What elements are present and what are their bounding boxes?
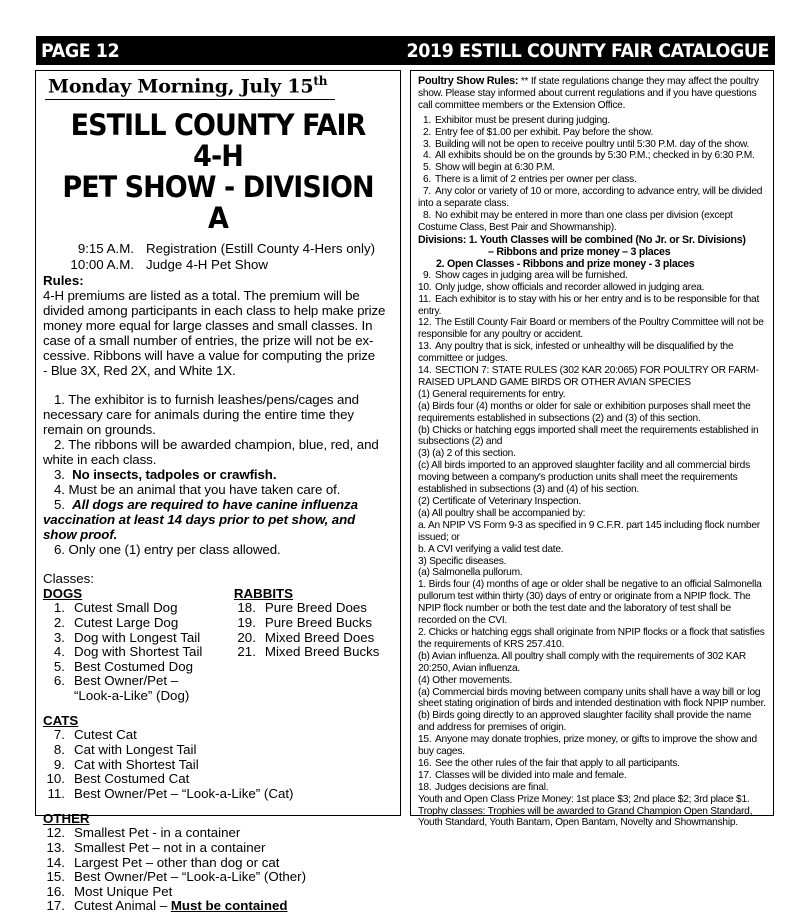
poultry-rule: 13. Any poultry that is sick, infested or unhealthy will be disqualified by the committee or judges. — [418, 341, 734, 365]
poultry-rule: 4. All exhibits should be on the grounds by 5:30 P.M.; checked in by 6:30 P.M. — [423, 150, 755, 162]
poultry-rule: 16. See the other rules of the fair that apply to all participants. — [418, 757, 680, 769]
page-header-bar — [36, 36, 775, 65]
class-item: 19. Pure Breed Bucks — [237, 614, 373, 630]
rabbits-list — [234, 586, 393, 703]
class-item: 6. Best Owner/Pet – — [53, 673, 179, 689]
poultry-rule: 14. SECTION 7: STATE RULES (302 KAR 20:065) FOR POULTRY OR FARM-RAISED UPLAND GAME BIRDS OR OTHER AVIAN SPECIES — [418, 365, 759, 388]
class-item: 16. Most Unique Pet — [46, 883, 173, 899]
class-item: 11. Best Owner/Pet – “Look-a-Like” (Cat) — [47, 785, 294, 801]
rule-2: 2. The ribbons will be awarded champion, blue, red, and white in each class. — [43, 437, 379, 468]
poultry-rule: 2. Entry fee of $1.00 per exhibit. Pay before the show. — [423, 126, 654, 138]
classes-top — [43, 586, 393, 703]
rule-5: 5. All dogs are required to have canine influenza vaccination at least 14 days prior to pet show, and show proof. — [43, 497, 358, 543]
page-number: PAGE 12 — [41, 39, 120, 62]
poultry-rule: 1. Exhibitor must be present during judging. — [423, 114, 610, 126]
rule-4: 4. Must be an animal that you have taken care of. — [54, 482, 341, 498]
class-item: 12. Smallest Pet - in a container — [46, 825, 241, 841]
poultry-rules-column — [410, 70, 774, 829]
class-item: 5. Best Costumed Dog — [53, 658, 193, 674]
class-item: 4. Dog with Shortest Tail — [53, 644, 203, 660]
dogs-heading: DOGS — [43, 586, 83, 602]
class-item: 20. Mixed Breed Does — [237, 629, 375, 645]
rule-6: 6. Only one (1) entry per class allowed. — [54, 542, 281, 558]
poultry-rule: 12. The Estill County Fair Board or members of the Poultry Committee will not be responsible for any poultry or accident. — [418, 317, 764, 341]
state-rules-section: (1) General requirements for entry. (a) Birds four (4) months or older for sale or exhibition purposes shall meet the requirements established in subsections (2) and (3) of this section. (b) Chicks or hatching eggs imported shall meet the requirements established in subsections (2) and (3) (a) 2 of this section. (c) All birds imported to an approved slaughter facility and all commercial birds moving between a company's production units shall meet the requirements established in subsections (3) and (4) of his section. (2) Certificate of Veterinary Inspection. (a) All poultry shall be accompanied by: a. An NPIP VS Form 9-3 as specified in 9 C.F.R. part 145 including flock number issued; or b. A CVI verifying a valid test date. 3) Specific diseases. (a) Salmonella pullorum. 1. Birds four (4) months of age or older shall be negative to an official Salmonella pullorum test within thirty (30) days of entry or originate from a NPIP flock. The NPIP flock number or both the test date and the laboratory of test shall be recorded on the CVI. 2. Chicks or hatching eggs shall originate from NPIP flocks or a flock that satisfies the requirements of KRS 257.410. (b) Avian influenza. All poultry shall comply with the requirements of 302 KAR 20:250, Avian influenza. (4) Other movements. (a) Commercial birds moving between company units shall have a way bill or log sheet stating origination of birds and intended destination with flock NPIP number. (b) Birds going directly to an approved slaughter facility shall provide the name and address for premises of origin. — [418, 388, 766, 734]
class-item: 8. Cat with Longest Tail — [53, 742, 197, 758]
cats-list — [43, 713, 393, 801]
catalogue-title: 2019 ESTILL COUNTY FAIR CATALOGUE — [406, 39, 769, 62]
pet-show-title: ESTILL COUNTY FAIR 4-H PET SHOW - DIVISION A — [62, 108, 374, 236]
poultry-rule: 11. Each exhibitor is to stay with his or her entry and is to be responsible for that entry. — [418, 293, 760, 317]
class-item: 3. Dog with Longest Tail — [53, 629, 201, 645]
rules-intro: 4-H premiums are listed as a total. The premium will be divided among participants in each class to help make prize money more equal for large classes and small classes. In case of a small number of entries, the prize will not be ex- cessive. Ribbons will have a value for computing the prize - Blue 3X, Red 2X, and White 1X. — [43, 288, 386, 379]
class-item: 9. Cat with Shortest Tail — [53, 756, 199, 772]
cats-heading: CATS — [43, 713, 79, 729]
prize-money: Youth and Open Class Prize Money: 1st place $3; 2nd place $2; 3rd place $1. — [418, 793, 750, 805]
class-item: 1. Cutest Small Dog — [53, 600, 178, 616]
class-item: 13. Smallest Pet – not in a container — [46, 840, 266, 856]
class-item: 17. Cutest Animal – Must be contained — [46, 898, 288, 914]
classes-heading: Classes: — [43, 571, 94, 587]
poultry-rule: 17. Classes will be divided into male and female. — [418, 769, 627, 781]
poultry-rule: 5. Show will begin at 6:30 P.M. — [423, 162, 555, 174]
date-heading: Monday Morning, July 15th — [45, 74, 335, 100]
poultry-intro: Poultry Show Rules: ** If state regulations change they may affect the poultry show. Please stay informed about current regulations and if you have questions call committee members or the Extension Office. — [418, 75, 759, 111]
schedule-row: 9:15 A.M. Registration (Estill County 4-Hers only) — [77, 241, 376, 257]
class-item: 2. Cutest Large Dog — [53, 614, 179, 630]
class-item: 21. Mixed Breed Bucks — [237, 644, 380, 660]
poultry-rule: 6. There is a limit of 2 entries per owner per class. — [423, 174, 637, 186]
rules-heading: Rules: — [43, 273, 84, 289]
poultry-rule: 8. No exhibit may be entered in more than one class per division (except Costume Class, Best Pair and Showmanship). — [418, 209, 733, 233]
dogs-list — [43, 586, 234, 703]
poultry-rule: 3. Building will not be open to receive poultry until 5:30 P.M. day of the show. — [423, 138, 750, 150]
divisions: Divisions: 1. Youth Classes will be combined (No Jr. or Sr. Divisions) – Ribbons and prize money – 3 places 2. Open Classes - Ribbons and prize money - 3 places — [418, 233, 746, 270]
poultry-rule: 10. Only judge, show officials and recorder allowed in judging area. — [418, 281, 705, 293]
other-heading: OTHER — [43, 811, 90, 827]
class-item: 7. Cutest Cat — [53, 727, 137, 743]
trophy-classes: Trophy classes: Trophies will be awarded to Grand Champion Open Standard, Youth Standard, Youth Bantam, Open Bantam, Novelty and Showmanship. — [418, 805, 753, 829]
schedule-row: 10:00 A.M. Judge 4-H Pet Show — [70, 257, 268, 273]
schedule — [43, 241, 393, 273]
poultry-rule: 7. Any color or variety of 10 or more, according to advance entry, will be divided into a separate class. — [418, 186, 763, 210]
rule-1: 1. The exhibitor is to furnish leashes/pens/cages and necessary care for animals during the entire time they remain on grounds. — [43, 392, 359, 438]
poultry-rule: 18. Judges decisions are final. — [418, 781, 549, 793]
class-item: 18. Pure Breed Does — [237, 600, 367, 616]
rule-3: 3. No insects, tadpoles or crawfish. — [54, 467, 277, 483]
rabbits-heading: RABBITS — [233, 586, 294, 602]
other-list — [43, 811, 393, 914]
pet-show-column — [35, 70, 401, 914]
poultry-rule: 15. Anyone may donate trophies, prize money, or gifts to improve the show and buy cages. — [418, 734, 757, 758]
class-item: 14. Largest Pet – other than dog or cat — [46, 854, 280, 870]
class-item: 15. Best Owner/Pet – “Look-a-Like” (Other) — [46, 869, 307, 885]
poultry-rule: 9. Show cages in judging area will be furnished. — [423, 269, 628, 281]
class-item: 10. Best Costumed Cat — [46, 771, 190, 787]
class-item: “Look-a-Like” (Dog) — [74, 687, 190, 703]
